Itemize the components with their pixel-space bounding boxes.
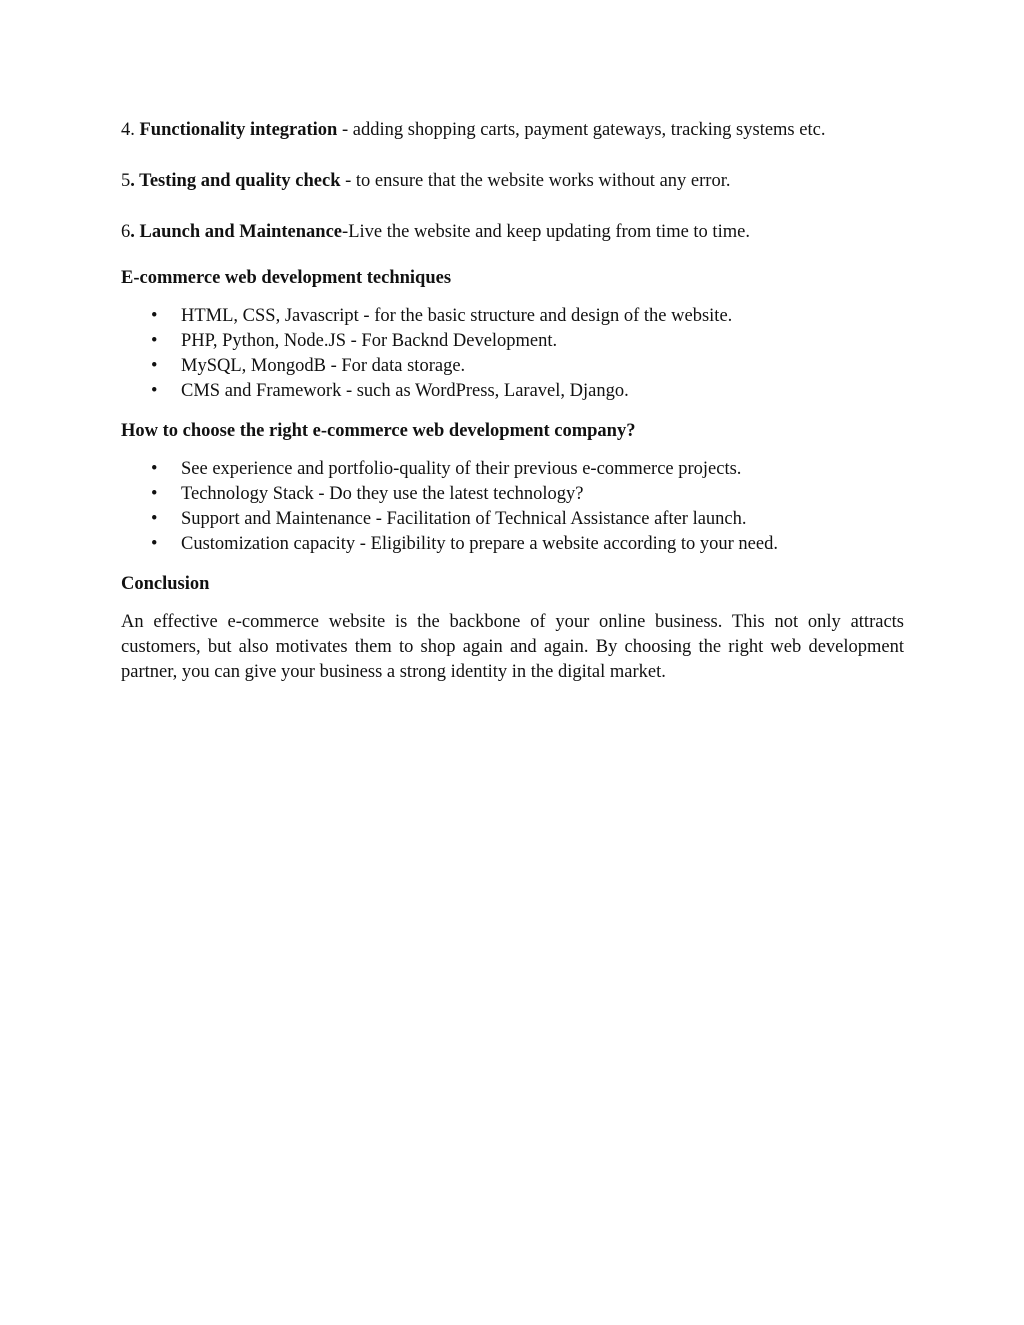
conclusion-paragraph: An effective e-commerce website is the backbone of your online business. This not only attracts customers, but also motivates them to shop again and again. By choosing the right web development partner, you can give your business a strong identity in the digital market. xyxy=(121,612,904,682)
step-title: Testing and quality check xyxy=(139,171,341,191)
list-item-text: CMS and Framework - such as WordPress, Laravel, Django. xyxy=(181,381,629,401)
step-5: 5. Testing and quality check - to ensure that the website works without any error. xyxy=(121,171,731,191)
step-separator: - xyxy=(337,120,353,140)
techniques-heading: E-commerce web development techniques xyxy=(121,268,452,288)
list-item xyxy=(121,329,904,354)
bullet-icon: • xyxy=(151,459,158,479)
step-6: 6. Launch and Maintenance-Live the website and keep updating from time to time. xyxy=(121,222,750,242)
bullet-icon: • xyxy=(151,534,158,554)
document-page xyxy=(121,118,904,685)
list-item xyxy=(121,354,904,379)
choose-list xyxy=(121,457,904,557)
step-4: 4. Functionality integration - adding shopping carts, payment gateways, tracking systems etc. xyxy=(121,120,826,140)
list-item-text: Customization capacity - Eligibility to prepare a website according to your need. xyxy=(181,534,778,554)
choose-heading: How to choose the right e-commerce web development company? xyxy=(121,421,636,441)
step-number: 6 xyxy=(121,222,131,242)
list-item-text: See experience and portfolio-quality of their previous e-commerce projects. xyxy=(181,459,742,479)
list-item xyxy=(121,304,904,329)
step-separator: - xyxy=(342,222,349,242)
list-item-text: MySQL, MongodB - For data storage. xyxy=(181,356,466,376)
list-item-text: HTML, CSS, Javascript - for the basic structure and design of the website. xyxy=(181,306,733,326)
bullet-icon: • xyxy=(151,381,158,401)
bullet-icon: • xyxy=(151,331,158,351)
list-item-text: Technology Stack - Do they use the latest technology? xyxy=(181,484,584,504)
step-text: to ensure that the website works without any error. xyxy=(355,171,731,191)
list-item xyxy=(121,507,904,532)
list-item-text: PHP, Python, Node.JS - For Backnd Development. xyxy=(181,331,558,351)
conclusion-heading: Conclusion xyxy=(121,574,210,594)
list-item xyxy=(121,457,904,482)
list-item xyxy=(121,379,904,404)
techniques-list xyxy=(121,304,904,404)
step-number: 4 xyxy=(121,120,131,140)
step-number: 5 xyxy=(121,171,131,191)
step-title: Launch and Maintenance xyxy=(139,222,343,242)
bullet-icon: • xyxy=(151,306,158,326)
bullet-icon: • xyxy=(151,509,158,529)
step-separator: - xyxy=(340,171,356,191)
step-text: adding shopping carts, payment gateways, tracking systems etc. xyxy=(352,120,826,140)
bullet-icon: • xyxy=(151,356,158,376)
list-item xyxy=(121,482,904,507)
list-item-text: Support and Maintenance - Facilitation of Technical Assistance after launch. xyxy=(181,509,747,529)
list-item xyxy=(121,532,904,557)
step-title: Functionality integration xyxy=(139,120,338,140)
bullet-icon: • xyxy=(151,484,158,504)
step-text: Live the website and keep updating from time to time. xyxy=(348,222,750,242)
